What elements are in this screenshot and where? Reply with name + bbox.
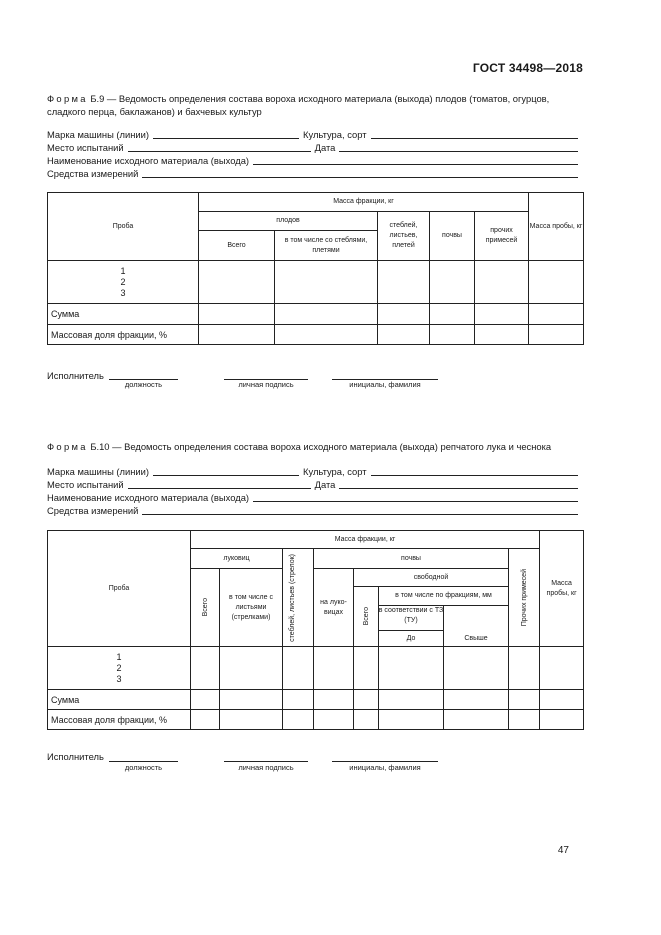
probe-numbers: 1 2 3 <box>48 261 199 304</box>
mass-fraction-header: Масса фракции, кг <box>199 193 529 212</box>
material-name-label: Наименование исходного материала (выхода) <box>47 492 250 503</box>
table-row <box>48 690 584 710</box>
test-place-field[interactable] <box>128 479 311 489</box>
material-name-field[interactable] <box>253 492 578 502</box>
form-b9-title <box>47 92 587 118</box>
sum-row-label: Сумма <box>48 690 191 710</box>
soil-header: почвы <box>314 549 509 569</box>
form-word: Форма <box>47 93 88 104</box>
instruments-field[interactable] <box>142 168 578 178</box>
signature-caption: личная подпись <box>238 763 294 772</box>
instruments-row <box>47 166 582 179</box>
executor-label: Исполнитель <box>47 370 104 381</box>
instruments-field[interactable] <box>142 505 578 515</box>
soil-header: почвы <box>430 212 475 261</box>
probe-header: Проба <box>48 531 191 647</box>
above-header: Свыше <box>444 606 509 647</box>
machine-culture-row <box>47 127 582 140</box>
signature-line[interactable] <box>224 760 308 762</box>
machine-brand-field[interactable] <box>153 466 299 476</box>
up-to-header: в соответствии с ТЗ (ТУ) До <box>379 606 444 647</box>
table-row <box>48 304 584 325</box>
culture-label: Культура, сорт <box>303 129 367 140</box>
position-line[interactable] <box>109 760 178 762</box>
culture-field[interactable] <box>371 129 578 139</box>
form-b9-table <box>47 192 584 345</box>
table-row <box>48 261 584 304</box>
material-row <box>47 153 582 166</box>
stems-leaves-header: стеблей, листьев (стрелок) <box>283 549 314 647</box>
table-row <box>48 325 584 345</box>
machine-brand-label: Марка машины (линии) <box>47 129 150 140</box>
fruits-header: плодов <box>199 212 378 231</box>
material-name-field[interactable] <box>253 155 578 165</box>
on-bulbs-header: на луко-вицах <box>314 569 354 647</box>
mass-share-row-label: Массовая доля фракции, % <box>48 710 191 730</box>
stems-leaves-header: стеблей, листьев, плетей <box>378 212 430 261</box>
form-b10-table <box>47 530 584 730</box>
material-name-label: Наименование исходного материала (выхода) <box>47 155 250 166</box>
form-title-text: Б.9 — Ведомость определения состава вороха исходного материала (выхода) плодов (томатов, огурцов, сладкого перца, баклажанов) и бахчевых культур <box>47 93 550 117</box>
executor-label: Исполнитель <box>47 751 104 762</box>
date-field[interactable] <box>339 479 578 489</box>
mass-share-row-label: Массовая доля фракции, % <box>48 325 199 345</box>
incl-leaves-header: в том числе с листьями (стрелками) <box>220 569 283 647</box>
date-label: Дата <box>314 479 336 490</box>
machine-brand-label: Марка машины (линии) <box>47 466 150 477</box>
total-header: Всего <box>191 569 220 647</box>
by-fraction-header: в том числе по фракциям, мм <box>379 587 509 606</box>
material-row <box>47 490 582 503</box>
free-soil-header: свободной <box>354 569 509 587</box>
initials-line[interactable] <box>332 760 438 762</box>
incl-stems-header: в том числе со стеблями, плетями <box>275 231 378 261</box>
initials-caption: инициалы, фамилия <box>349 380 421 389</box>
test-place-label: Место испытаний <box>47 142 124 153</box>
probe-header: Проба <box>48 193 199 261</box>
bulbs-header: луковиц <box>191 549 283 569</box>
table-row <box>48 710 584 730</box>
other-impurities-header: прочих примесей <box>475 212 529 261</box>
initials-caption: инициалы, фамилия <box>349 763 421 772</box>
other-impurities-header: Прочих примесей <box>509 549 540 647</box>
place-date-row <box>47 477 582 490</box>
total-header: Всего <box>199 231 275 261</box>
instruments-row <box>47 503 582 516</box>
position-caption: должность <box>124 380 163 389</box>
sample-mass-header: Масса пробы, кг <box>540 531 584 647</box>
date-label: Дата <box>314 142 336 153</box>
probe-numbers: 1 2 3 <box>48 647 191 690</box>
signature-caption: личная подпись <box>238 380 294 389</box>
sample-mass-header: Масса пробы, кг <box>529 193 584 261</box>
date-field[interactable] <box>339 142 578 152</box>
sum-row-label: Сумма <box>48 304 199 325</box>
total-free-header: Всего <box>354 587 379 647</box>
form-b10-title <box>47 440 587 453</box>
machine-brand-field[interactable] <box>153 129 299 139</box>
machine-culture-row <box>47 464 582 477</box>
instruments-label: Средства измерений <box>47 505 139 516</box>
instruments-label: Средства измерений <box>47 168 139 179</box>
culture-field[interactable] <box>371 466 578 476</box>
table-row <box>48 647 584 690</box>
test-place-field[interactable] <box>128 142 311 152</box>
culture-label: Культура, сорт <box>303 466 367 477</box>
form-title-text: Б.10 — Ведомость определения состава вороха исходного материала (выхода) репчатого лука и чеснока <box>87 441 552 452</box>
position-caption: должность <box>124 763 163 772</box>
form-word: Форма <box>47 441 88 452</box>
standard-number: ГОСТ 34498—2018 <box>472 61 583 75</box>
place-date-row <box>47 140 582 153</box>
test-place-label: Место испытаний <box>47 479 124 490</box>
mass-fraction-header: Масса фракции, кг <box>191 531 540 549</box>
page-number: 47 <box>557 845 569 856</box>
